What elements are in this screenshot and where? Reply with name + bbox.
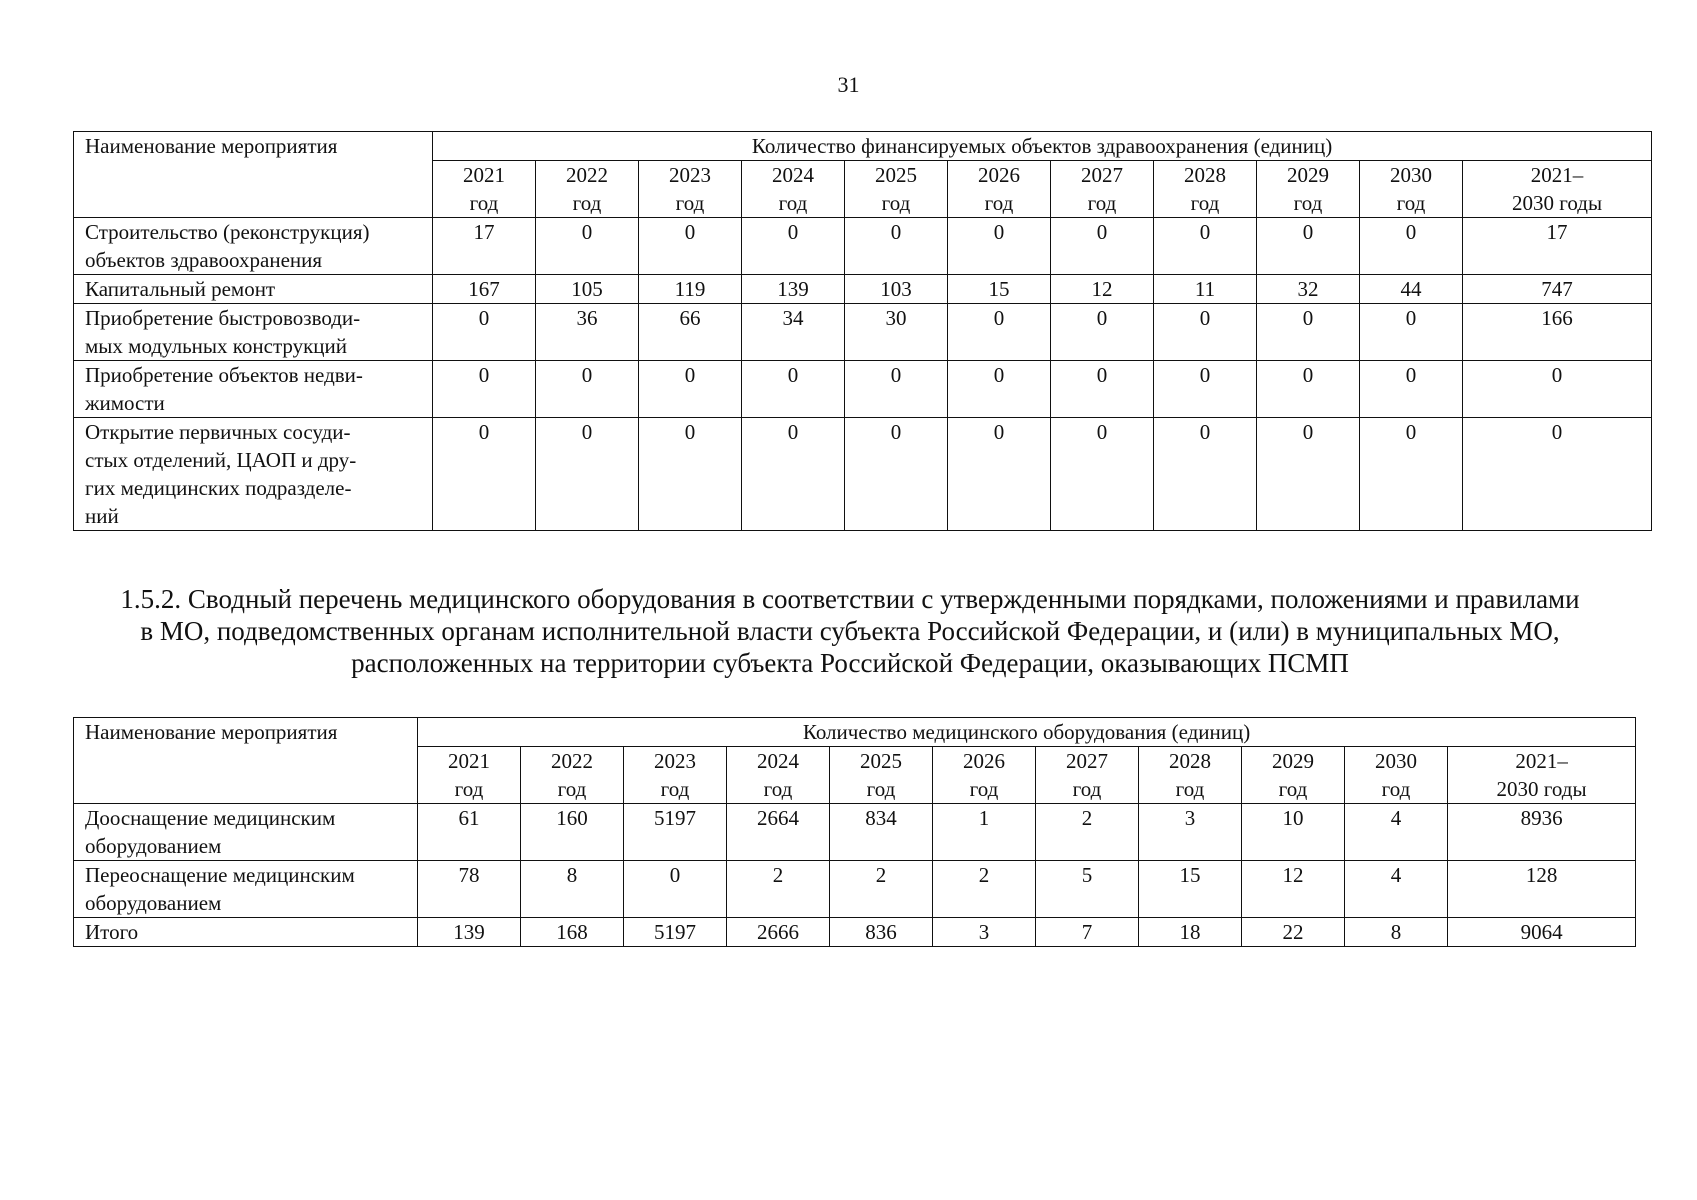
value-cell: 0 bbox=[536, 218, 639, 275]
value-cell: 0 bbox=[1154, 304, 1257, 361]
table-row bbox=[74, 361, 1652, 418]
table-total-row bbox=[74, 918, 1636, 947]
total-header: 2021– 2030 годы bbox=[1448, 747, 1636, 804]
value-cell: 0 bbox=[433, 418, 536, 531]
value-cell: 0 bbox=[536, 361, 639, 418]
value-cell: 11 bbox=[1154, 275, 1257, 304]
total-cell: 128 bbox=[1448, 861, 1636, 918]
year-header: 2022 год bbox=[536, 161, 639, 218]
total-cell: 166 bbox=[1463, 304, 1652, 361]
column-header-name: Наименование мероприятия bbox=[74, 718, 418, 804]
table-row bbox=[74, 804, 1636, 861]
value-cell: 0 bbox=[1360, 361, 1463, 418]
value-cell: 0 bbox=[1360, 218, 1463, 275]
value-cell: 18 bbox=[1139, 918, 1242, 947]
value-cell: 0 bbox=[948, 218, 1051, 275]
value-cell: 0 bbox=[948, 418, 1051, 531]
value-cell: 0 bbox=[1257, 361, 1360, 418]
value-cell: 139 bbox=[742, 275, 845, 304]
year-header: 2028 год bbox=[1154, 161, 1257, 218]
year-header: 2022 год bbox=[521, 747, 624, 804]
value-cell: 7 bbox=[1036, 918, 1139, 947]
year-header: 2023 год bbox=[624, 747, 727, 804]
table-row bbox=[74, 304, 1652, 361]
value-cell: 0 bbox=[948, 361, 1051, 418]
year-header: 2030 год bbox=[1360, 161, 1463, 218]
total-header: 2021– 2030 годы bbox=[1463, 161, 1652, 218]
value-cell: 0 bbox=[1257, 218, 1360, 275]
total-cell: 0 bbox=[1463, 361, 1652, 418]
section-heading-line: расположенных на территории субъекта Российской Федерации, оказывающих ПСМП bbox=[351, 648, 1349, 678]
value-cell: 32 bbox=[1257, 275, 1360, 304]
value-cell: 66 bbox=[639, 304, 742, 361]
value-cell: 139 bbox=[418, 918, 521, 947]
value-cell: 0 bbox=[1360, 304, 1463, 361]
value-cell: 34 bbox=[742, 304, 845, 361]
value-cell: 0 bbox=[639, 218, 742, 275]
row-name: Приобретение объектов недви- жимости bbox=[74, 361, 433, 418]
total-cell: 0 bbox=[1463, 418, 1652, 531]
value-cell: 2 bbox=[830, 861, 933, 918]
table-header-row bbox=[74, 132, 1652, 161]
value-cell: 61 bbox=[418, 804, 521, 861]
value-cell: 103 bbox=[845, 275, 948, 304]
year-header: 2025 год bbox=[845, 161, 948, 218]
page-number: 31 bbox=[837, 72, 860, 97]
value-cell: 0 bbox=[1154, 418, 1257, 531]
value-cell: 3 bbox=[1139, 804, 1242, 861]
value-cell: 2 bbox=[1036, 804, 1139, 861]
value-cell: 15 bbox=[1139, 861, 1242, 918]
value-cell: 119 bbox=[639, 275, 742, 304]
value-cell: 0 bbox=[1360, 418, 1463, 531]
value-cell: 167 bbox=[433, 275, 536, 304]
year-header: 2024 год bbox=[727, 747, 830, 804]
column-header-name: Наименование мероприятия bbox=[74, 132, 433, 218]
value-cell: 0 bbox=[1051, 304, 1154, 361]
value-cell: 0 bbox=[624, 861, 727, 918]
row-name: Итого bbox=[74, 918, 418, 947]
year-header: 2029 год bbox=[1257, 161, 1360, 218]
column-group-header: Количество медицинского оборудования (единиц) bbox=[418, 718, 1636, 747]
value-cell: 0 bbox=[1257, 304, 1360, 361]
value-cell: 0 bbox=[845, 218, 948, 275]
year-header: 2028 год bbox=[1139, 747, 1242, 804]
total-cell: 9064 bbox=[1448, 918, 1636, 947]
table-financed-facilities bbox=[73, 131, 1652, 531]
year-header: 2024 год bbox=[742, 161, 845, 218]
table-row bbox=[74, 861, 1636, 918]
value-cell: 0 bbox=[536, 418, 639, 531]
value-cell: 3 bbox=[933, 918, 1036, 947]
value-cell: 4 bbox=[1345, 804, 1448, 861]
value-cell: 0 bbox=[742, 418, 845, 531]
value-cell: 36 bbox=[536, 304, 639, 361]
table-row bbox=[74, 218, 1652, 275]
value-cell: 8 bbox=[521, 861, 624, 918]
year-header: 2025 год bbox=[830, 747, 933, 804]
value-cell: 160 bbox=[521, 804, 624, 861]
table-row bbox=[74, 275, 1652, 304]
section-heading bbox=[70, 583, 1630, 679]
value-cell: 5 bbox=[1036, 861, 1139, 918]
year-header: 2023 год bbox=[639, 161, 742, 218]
value-cell: 4 bbox=[1345, 861, 1448, 918]
value-cell: 0 bbox=[1051, 361, 1154, 418]
year-header: 2026 год bbox=[933, 747, 1036, 804]
value-cell: 2666 bbox=[727, 918, 830, 947]
value-cell: 0 bbox=[1051, 218, 1154, 275]
row-name: Открытие первичных сосуди- стых отделений, ЦАОП и дру- гих медицинских подразделе- ний bbox=[74, 418, 433, 531]
value-cell: 5197 bbox=[624, 804, 727, 861]
value-cell: 2 bbox=[933, 861, 1036, 918]
value-cell: 10 bbox=[1242, 804, 1345, 861]
row-name: Строительство (реконструкция) объектов здравоохранения bbox=[74, 218, 433, 275]
year-header: 2027 год bbox=[1051, 161, 1154, 218]
year-header: 2021 год bbox=[418, 747, 521, 804]
value-cell: 1 bbox=[933, 804, 1036, 861]
value-cell: 8 bbox=[1345, 918, 1448, 947]
value-cell: 78 bbox=[418, 861, 521, 918]
row-name: Приобретение быстровозводи- мых модульных конструкций bbox=[74, 304, 433, 361]
value-cell: 2 bbox=[727, 861, 830, 918]
value-cell: 834 bbox=[830, 804, 933, 861]
value-cell: 0 bbox=[1051, 418, 1154, 531]
value-cell: 836 bbox=[830, 918, 933, 947]
value-cell: 12 bbox=[1051, 275, 1154, 304]
value-cell: 0 bbox=[742, 218, 845, 275]
value-cell: 0 bbox=[433, 361, 536, 418]
total-cell: 17 bbox=[1463, 218, 1652, 275]
row-name: Капитальный ремонт bbox=[74, 275, 433, 304]
year-header: 2027 год bbox=[1036, 747, 1139, 804]
value-cell: 0 bbox=[639, 418, 742, 531]
table-medical-equipment bbox=[73, 717, 1636, 947]
value-cell: 30 bbox=[845, 304, 948, 361]
year-header: 2026 год bbox=[948, 161, 1051, 218]
value-cell: 2664 bbox=[727, 804, 830, 861]
value-cell: 0 bbox=[433, 304, 536, 361]
value-cell: 105 bbox=[536, 275, 639, 304]
total-cell: 8936 bbox=[1448, 804, 1636, 861]
table-header-row bbox=[74, 718, 1636, 747]
value-cell: 44 bbox=[1360, 275, 1463, 304]
row-name: Переоснащение медицинским оборудованием bbox=[74, 861, 418, 918]
section-heading-line: в МО, подведомственных органам исполнительной власти субъекта Российской Федерации, и (или) в муниципальных МО, bbox=[140, 616, 1560, 646]
year-header: 2021 год bbox=[433, 161, 536, 218]
value-cell: 0 bbox=[845, 361, 948, 418]
value-cell: 17 bbox=[433, 218, 536, 275]
year-header: 2030 год bbox=[1345, 747, 1448, 804]
value-cell: 5197 bbox=[624, 918, 727, 947]
table-row bbox=[74, 418, 1652, 531]
value-cell: 0 bbox=[742, 361, 845, 418]
year-header: 2029 год bbox=[1242, 747, 1345, 804]
value-cell: 0 bbox=[1154, 218, 1257, 275]
value-cell: 0 bbox=[845, 418, 948, 531]
column-group-header: Количество финансируемых объектов здравоохранения (единиц) bbox=[433, 132, 1652, 161]
value-cell: 0 bbox=[1154, 361, 1257, 418]
value-cell: 168 bbox=[521, 918, 624, 947]
section-heading-line: 1.5.2. Сводный перечень медицинского оборудования в соответствии с утвержденными порядками, положениями и правилами bbox=[120, 584, 1580, 614]
value-cell: 22 bbox=[1242, 918, 1345, 947]
row-name: Дооснащение медицинским оборудованием bbox=[74, 804, 418, 861]
value-cell: 0 bbox=[639, 361, 742, 418]
total-cell: 747 bbox=[1463, 275, 1652, 304]
value-cell: 15 bbox=[948, 275, 1051, 304]
value-cell: 12 bbox=[1242, 861, 1345, 918]
value-cell: 0 bbox=[1257, 418, 1360, 531]
value-cell: 0 bbox=[948, 304, 1051, 361]
